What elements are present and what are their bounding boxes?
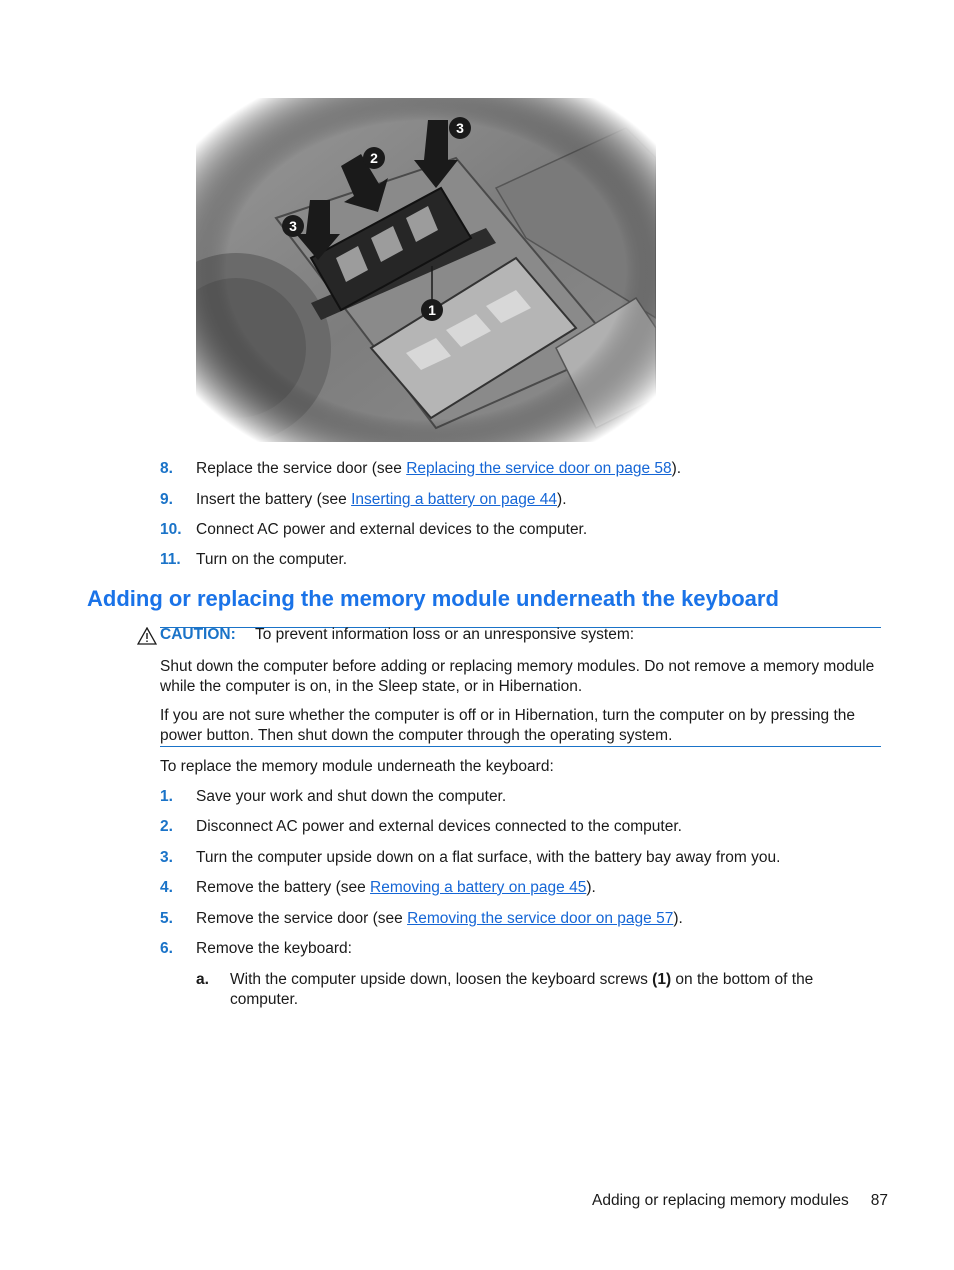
memory-module-illustration bbox=[196, 98, 656, 442]
footer-section-title: Adding or replacing memory modules bbox=[592, 1192, 849, 1209]
step-text: Remove the keyboard: bbox=[196, 940, 352, 957]
warning-icon bbox=[137, 627, 157, 650]
page-footer bbox=[592, 1192, 888, 1210]
step-number: 2. bbox=[160, 818, 173, 835]
step-number: 10. bbox=[160, 521, 182, 538]
page-number: 87 bbox=[870, 1192, 888, 1209]
inserting-battery-link[interactable]: Inserting a battery on page 44 bbox=[351, 491, 558, 508]
caution-paragraph: If you are not sure whether the computer is off or in Hibernation, turn the computer on by pressing the power button. Then shut down the computer through the operating system. bbox=[160, 707, 856, 744]
step-number: 11. bbox=[160, 551, 181, 568]
replacing-service-door-link[interactable]: Replacing the service door on page 58 bbox=[406, 460, 672, 477]
caution-bottom-rule bbox=[160, 746, 881, 747]
step-text: Turn the computer upside down on a flat surface, with the battery bay away from you. bbox=[196, 849, 781, 866]
caution-text: To prevent information loss or an unresponsive system: bbox=[255, 626, 635, 643]
step-text: Replace the service door (see Replacing the service door on page 58). bbox=[196, 460, 682, 477]
step-number: 3. bbox=[160, 849, 173, 866]
caution-header bbox=[137, 626, 897, 646]
step-number: 5. bbox=[160, 910, 173, 927]
section-heading: Adding or replacing the memory module underneath the keyboard bbox=[87, 586, 779, 611]
step-number: 9. bbox=[160, 491, 173, 508]
step-number: 1. bbox=[160, 788, 173, 805]
step-text: Connect AC power and external devices to the computer. bbox=[196, 521, 588, 538]
step-text: Turn on the computer. bbox=[196, 551, 348, 568]
removing-battery-link[interactable]: Removing a battery on page 45 bbox=[370, 879, 587, 896]
step-text: Insert the battery (see Inserting a battery on page 44). bbox=[196, 491, 567, 508]
step-text: Disconnect AC power and external devices connected to the computer. bbox=[196, 818, 682, 835]
step-number: 8. bbox=[160, 460, 173, 477]
substep-letter: a. bbox=[196, 971, 209, 988]
step-text: Remove the battery (see Removing a battery on page 45). bbox=[196, 879, 596, 896]
caution-label: CAUTION: bbox=[160, 626, 236, 643]
removing-service-door-link[interactable]: Removing the service door on page 57 bbox=[407, 910, 674, 927]
substep-text: With the computer upside down, loosen the keyboard screws (1) on the bottom of the computer. bbox=[230, 971, 814, 1008]
step-text: Save your work and shut down the computer. bbox=[196, 788, 507, 805]
step-text: Remove the service door (see Removing the service door on page 57). bbox=[196, 910, 683, 927]
step-number: 6. bbox=[160, 940, 173, 957]
caution-paragraph: Shut down the computer before adding or replacing memory modules. Do not remove a memory module while the computer is on, in the Sleep state, or in Hibernation. bbox=[160, 658, 875, 695]
procedure-intro: To replace the memory module underneath the keyboard: bbox=[160, 758, 554, 775]
step-number: 4. bbox=[160, 879, 173, 896]
